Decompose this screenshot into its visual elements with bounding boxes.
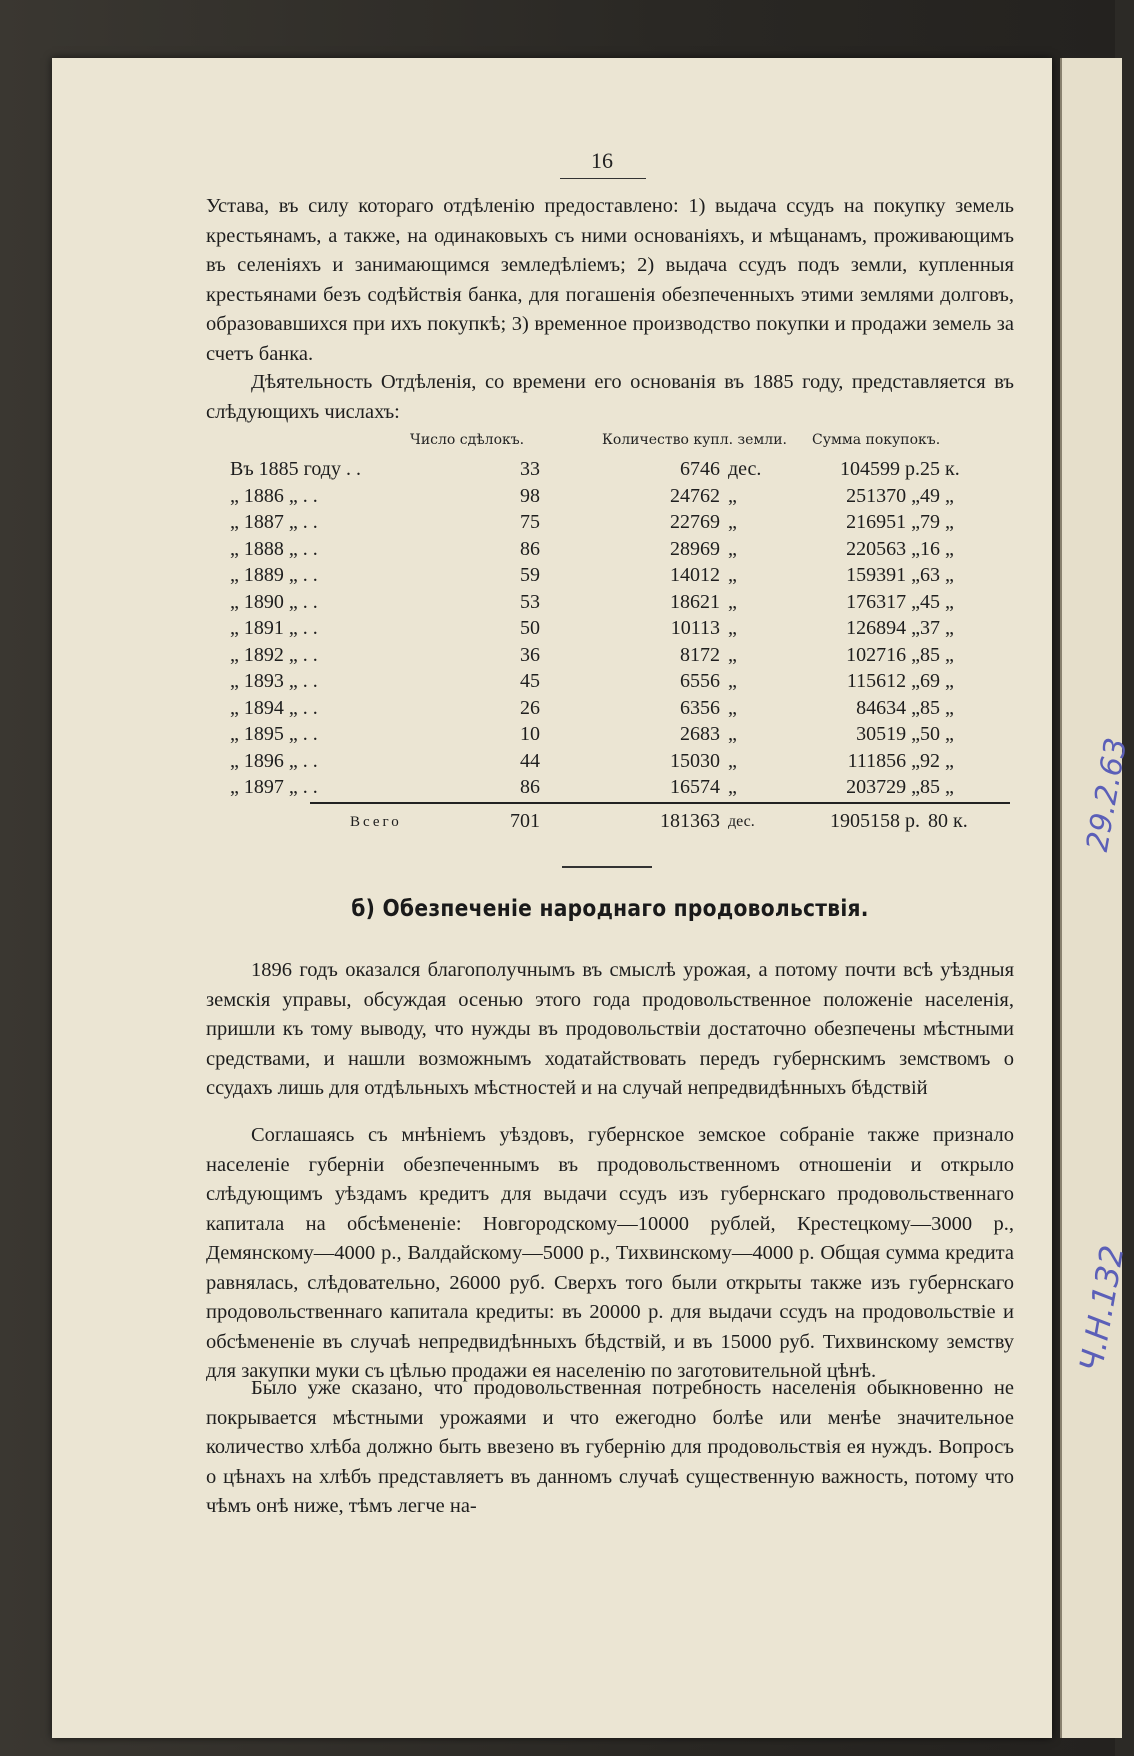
cell-year: „ 1887 „ . . (230, 511, 318, 533)
cell-unit: „ (728, 484, 737, 507)
header-sum: Сумма покупокъ. (812, 432, 941, 448)
cell-deals: 98 (520, 484, 540, 507)
cell-land: 6356 (680, 696, 720, 719)
table-row (230, 511, 1010, 541)
table-header (230, 432, 1010, 456)
facing-page-edge (1060, 58, 1134, 1738)
table-row (230, 458, 1010, 488)
cell-sum: 30519 „ (856, 723, 920, 745)
cell-kop: 85 „ (920, 643, 954, 666)
cell-year: „ 1888 „ . . (230, 537, 318, 560)
cell-land: 22769 (670, 511, 720, 533)
cell-sum: 111856 „ (847, 749, 920, 772)
cell-unit: „ (728, 776, 737, 798)
paragraph-activity-intro: Дѣятельность Отдѣленія, со времени его основанія въ 1885 году, представляется въ слѣдующихъ числахъ: (206, 371, 1014, 423)
cell-land: 10113 (670, 617, 720, 639)
header-deals: Число сдѣлокъ. (410, 432, 525, 448)
cell-kop: 45 „ (920, 590, 954, 613)
cell-year: „ 1895 „ . . (230, 723, 318, 745)
cell-deals: 26 (520, 696, 540, 719)
cell-unit: „ (728, 537, 737, 560)
cell-land: 6556 (680, 670, 720, 692)
cell-kop: 85 „ (920, 776, 954, 798)
cell-deals: 45 (520, 670, 540, 692)
cell-kop: 92 „ (920, 749, 954, 772)
cell-sum: 159391 „ (846, 564, 920, 586)
cell-deals: 86 (520, 537, 540, 560)
cell-year: Въ 1885 году . . (230, 458, 361, 480)
cell-kop: 37 „ (920, 617, 954, 639)
total-label: Всего (350, 814, 402, 830)
cell-sum: 126894 „ (846, 617, 920, 639)
cell-year: „ 1889 „ . . (230, 564, 318, 586)
paragraph-credit: Соглашаясь съ мнѣніемъ уѣздовъ, губернское земское собраніе также признало населеніе губерніи обезпеченнымъ въ продовольственномъ отношеніи и открыло слѣдующимъ уѣздамъ кредитъ для выдачи ссудъ изъ губернскаго продовольственнаго капитала на обсѣмененіе: Новгородскому—10000 рублей, Крестецкому—3000 р., Демянскому—4000 р., Валдайскому—5000 р., Тихвинскому—4000 р. Общая сумма кредита равнялась, слѣдовательно, 26000 руб. Сверхъ того были открыты также изъ губернскаго продовольственнаго капитала кредиты: въ 20000 р. для выдачи ссудъ на продовольствіе и обсѣмененіе въ случаѣ непредвидѣнныхъ бѣдствій, и въ 15000 руб. Тихвинскому земству для закупки муки съ цѣлью продажи ея населенію по заготовительной цѣнѣ. (206, 1124, 1014, 1382)
cell-year: „ 1897 „ . . (230, 776, 318, 798)
cell-deals: 53 (520, 590, 540, 613)
total-deals: 701 (510, 810, 540, 832)
cell-year: „ 1892 „ . . (230, 643, 318, 666)
cell-kop: 63 „ (920, 564, 954, 586)
cell-unit: „ (728, 643, 737, 666)
cell-year: „ 1890 „ . . (230, 590, 318, 613)
cell-land: 15030 (670, 749, 720, 772)
cell-kop: 25 к. (920, 458, 960, 480)
table-row (230, 617, 1010, 647)
total-unit: дес. (728, 813, 755, 830)
cell-deals: 33 (520, 458, 540, 480)
cell-unit: „ (728, 511, 737, 533)
total-kop: 80 к. (928, 810, 968, 832)
cell-land: 16574 (670, 776, 720, 798)
cell-kop: 16 „ (920, 537, 954, 560)
cell-unit: „ (728, 670, 737, 692)
cell-deals: 86 (520, 776, 540, 798)
cell-deals: 59 (520, 564, 540, 586)
table-row (230, 670, 1010, 700)
cell-sum: 176317 „ (846, 590, 920, 613)
cell-sum: 115612 „ (846, 670, 920, 692)
cell-year: „ 1886 „ . . (230, 484, 318, 507)
margin-note-pencil: Ч.Н.132 (1072, 1242, 1132, 1375)
cell-kop: 49 „ (920, 484, 954, 507)
cell-land: 6746 (680, 458, 720, 480)
cell-year: „ 1891 „ . . (230, 617, 318, 639)
table-row (230, 723, 1010, 753)
section-separator (562, 866, 652, 868)
cell-deals: 44 (520, 749, 540, 772)
cell-land: 18621 (670, 590, 720, 613)
total-sum: 1905158 р. (830, 810, 920, 832)
cell-unit: „ (728, 590, 737, 613)
cell-kop: 50 „ (920, 723, 954, 745)
table-row (230, 591, 1010, 621)
table-row (230, 538, 1010, 568)
cell-land: 14012 (670, 564, 720, 586)
table-row (230, 697, 1010, 727)
cell-land: 8172 (680, 643, 720, 666)
paragraph-1896-harvest: 1896 годъ оказался благополучнымъ въ смыслѣ урожая, а потому почти всѣ уѣздныя земскія управы, обсуждая осенью этого года продовольственное положеніе населенія, пришли къ тому выводу, что нужды въ продовольствіи достаточно обезпечены мѣстными средствами, и нашли возможнымъ ходатайствовать передъ губернскимъ земствомъ о ссудахъ лишь для отдѣльныхъ мѣстностей и на случай непредвидѣнныхъ бѣдствій (206, 959, 1014, 1099)
paragraph-grain-import: Было уже сказано, что продовольственная потребность населенія обыкновенно не покрывается мѣстными урожаями и что ежегодно болѣе или менѣе значительное количество хлѣба должно быть ввезено въ губернію для продовольствія ея нуждъ. Вопросъ о цѣнахъ на хлѣбъ представляетъ въ данномъ случаѣ существенную важность, потому что чѣмъ онѣ ниже, тѣмъ легче на- (206, 1377, 1014, 1517)
total-land: 181363 (660, 810, 720, 832)
cell-year: „ 1894 „ . . (230, 696, 318, 719)
table-row (230, 644, 1010, 674)
table-row (230, 564, 1010, 594)
cell-year: „ 1893 „ . . (230, 670, 318, 692)
cell-sum: 220563 „ (846, 537, 920, 560)
header-land: Количество купл. земли. (602, 432, 787, 448)
margin-note-pencil: 29.2.63 (1080, 735, 1134, 855)
cell-deals: 50 (520, 617, 540, 639)
cell-sum: 84634 „ (856, 696, 920, 719)
table-total-row (230, 810, 1010, 840)
cell-deals: 75 (520, 511, 540, 533)
cell-kop: 69 „ (920, 670, 954, 692)
cell-unit: „ (728, 749, 737, 772)
cell-sum: 203729 „ (846, 776, 920, 798)
cell-sum: 104599 р. (840, 458, 920, 480)
cell-kop: 79 „ (920, 511, 954, 533)
cell-land: 28969 (670, 537, 720, 560)
section-heading: б) Обезпеченіе народнаго продовольствія. (351, 896, 869, 922)
cell-land: 2683 (680, 723, 720, 745)
cell-year: „ 1896 „ . . (230, 749, 318, 772)
total-rule (310, 802, 1010, 804)
cell-unit: „ (728, 617, 737, 639)
page-number: 16 (591, 148, 613, 173)
cell-deals: 10 (520, 723, 540, 745)
cell-unit: „ (728, 696, 737, 719)
cell-sum: 102716 „ (846, 643, 920, 666)
cell-land: 24762 (670, 484, 720, 507)
cell-deals: 36 (520, 643, 540, 666)
cell-unit: дес. (728, 458, 762, 480)
cell-sum: 251370 „ (846, 484, 920, 507)
cell-kop: 85 „ (920, 696, 954, 719)
paragraph-statute: Устава, въ силу котораго отдѣленію предоставлено: 1) выдача ссудъ на покупку земель крестьянамъ, а также, на одинаковыхъ съ ними основаніяхъ, и мѣщанамъ, проживающимъ въ селеніяхъ и занимающимся земледѣліемъ; 2) выдача ссудъ подъ земли, купленныя крестьянами безъ содѣйствія банка, для погашенія обезпеченныхъ этими землями долговъ, образовавшихся при ихъ покупкѣ; 3) временное производство покупки и продажи земель за счетъ банка. (206, 195, 1014, 365)
cell-unit: „ (728, 723, 737, 745)
table-row (230, 485, 1010, 515)
page-number-underline (560, 178, 646, 179)
table-row (230, 750, 1010, 780)
cell-sum: 216951 „ (846, 511, 920, 533)
cell-unit: „ (728, 564, 737, 586)
